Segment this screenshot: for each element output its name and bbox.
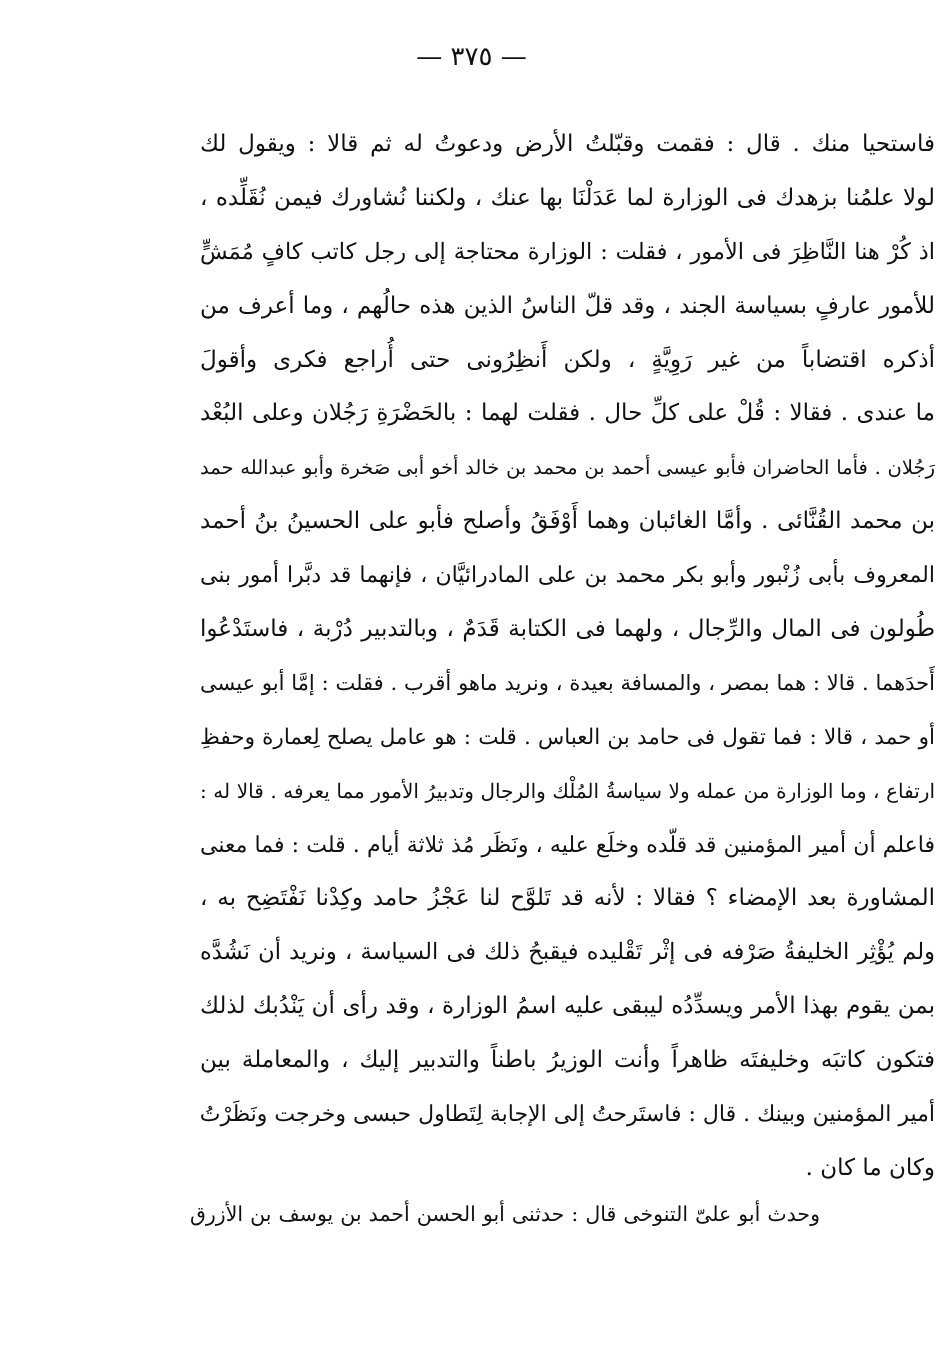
text-line: فاعلم أن أمير المؤمنين قد قلّده وخلَع عليه ، ونَظَر مُذ ثلاثة أيام . قلت : فما معنى	[200, 832, 935, 858]
text-line: أَحدَهما . قالا : هما بمصر ، والمسافة بعيدة ، ونريد ماهو أقرب . فقلت : إمَّا أبو عيسى	[200, 670, 935, 695]
text-line: المشاورة بعد الإمضاء ؟ فقالا : لأنه قد تَلوَّح لنا عَجْزُ حامد وكِدْنا نَفْتَضِح به ،	[200, 885, 935, 912]
text-line: المعروف بأبى زُنْبور وأبو بكر محمد بن على المادرائيَّان ، فإنهما قد دبَّرا أمور بنى	[200, 563, 935, 589]
text-line: ارتفاع ، وما الوزارة من عمله ولا سياسةُ المُلْك والرجال وتدبيرُ الأمور مما يعرفه . قالا له :	[200, 778, 935, 803]
text-line: فتكون كاتبَه وخليفتَه ظاهراً وأنت الوزيرُ باطناً والتدبير إليك ، والمعاملة بين	[200, 1047, 935, 1074]
text-line: رَجُلان . فأما الحاضران فأبو عيسى أحمد بن محمد بن خالد أخو أبى صَخرة وأبو عبدالله حمد	[200, 456, 935, 480]
text-line: ما عندى . فقالا : قُلْ على كلِّ حال . فقلت لهما : بالحَضْرَةِ رَجُلان وعلى البُعْد	[200, 400, 935, 427]
paragraph-2	[190, 1188, 820, 1242]
text-line: أو حمد ، قالا : فما تقول فى حامد بن العباس . قلت : هو عامل يصلح لِعمارة وحفظِ	[200, 724, 935, 750]
text-line: بن محمد القُنَّائى . وأمَّا الغائبان وهما أَوْفَقُ وأصلح فأبو على الحسينُ بنُ أحمد	[200, 508, 935, 535]
text-line: للأمور عارفٍ بسياسة الجند ، وقد قلّ الناسُ الذين هذه حالُهم ، وما أعرف من	[200, 292, 935, 319]
text-line: ولم يُؤْثِر الخليفةُ صَرْفه فى إثْر تَقْليده فيقبحُ ذلك فى السياسة ، ونريد أن نَشُدَّه	[200, 939, 935, 966]
text-line: وحدث أبو علىّ التنوخى قال : حدثنى أبو الحسن أحمد بن يوسف بن الأزرق	[190, 1202, 820, 1226]
text-line: بمن يقوم بهذا الأمر ويسدِّدُه ليبقى عليه اسمُ الوزارة ، وقد رأى أن يَنْدُبك لذلك	[200, 993, 935, 1020]
text-line: أمير المؤمنين وبينك . قال : فاستَرحتُ إلى الإجابة لِتَطاول حبسى وخرجت ونَظَرْتُ	[200, 1102, 935, 1128]
text-line: طُولون فى المال والرِّجال ، ولهما فى الكتابة قَدَمٌ ، وبالتدبير دُرْبة ، فاستَدْعُوا	[200, 616, 935, 643]
text-line: لولا علمُنا بزهدك فى الوزارة لما عَدَلْنَا بها عنك ، ولكننا نُشاورك فيمن نُقَلِّده ،	[200, 184, 935, 211]
text-line: اذ كُرْ هنا النَّاظِرَ فى الأمور ، فقلت : الوزارة محتاجة إلى رجل كاتب كافٍ مُمَشٍّ	[200, 238, 935, 265]
text-line: فاستحيا منك . قال : فقمت وقبّلتُ الأرض ودعوتُ له ثم قالا : ويقول لك	[200, 131, 935, 157]
paragraph-1	[200, 118, 935, 1196]
text-line: أذكره اقتضاباً من غير رَوِيَّةٍ ، ولكن أَنظِرُونى حتى أُراجع فكرى وأقولَ	[200, 346, 935, 373]
text-line: وكان ما كان .	[805, 1154, 935, 1181]
page-number: — ٣٧٥ —	[416, 42, 527, 72]
